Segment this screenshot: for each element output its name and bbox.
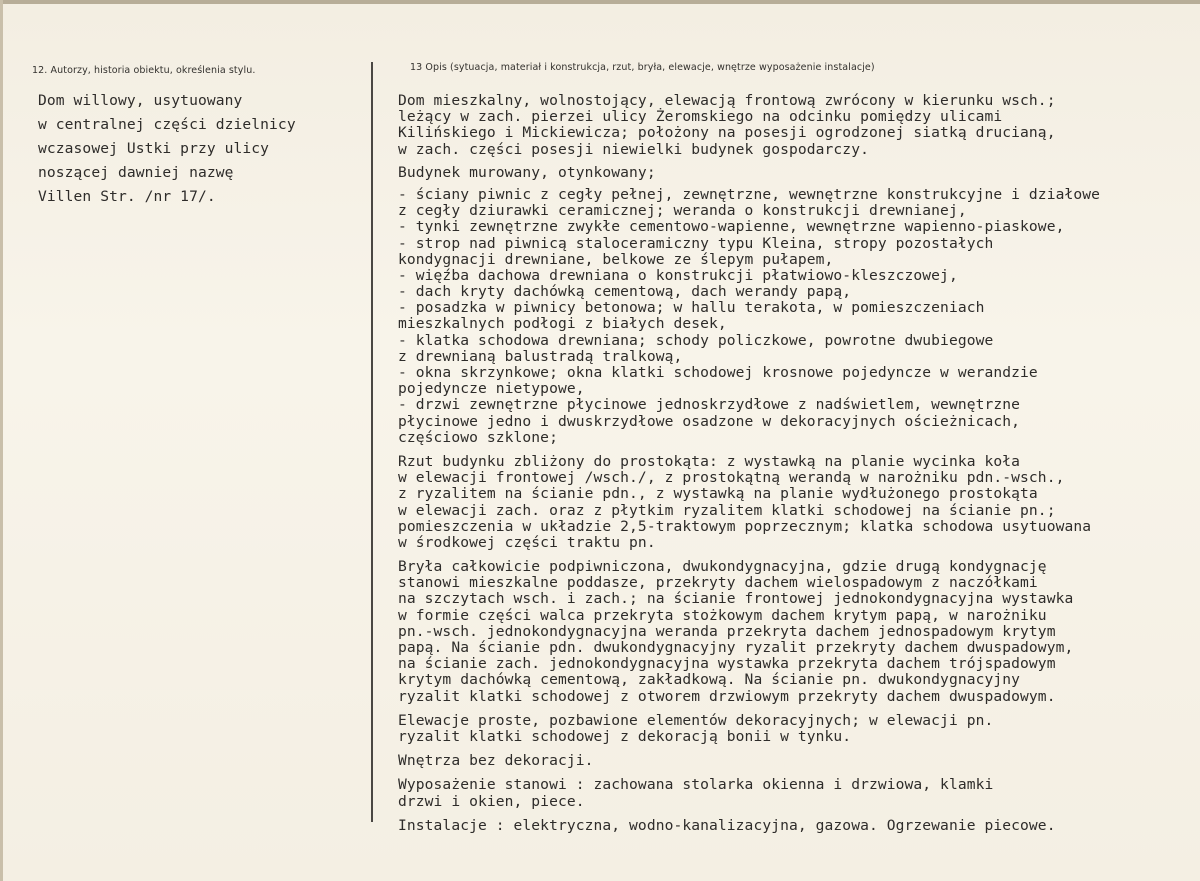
text-line: z ryzalitem na ścianie pdn., z wystawką na planie wydłużonego prostokąta: [398, 485, 1038, 503]
text-line: Kilińskiego i Mickiewicza; położony na posesji ogrodzonej siatką drucianą,: [398, 124, 1056, 142]
paragraph-installations: [398, 818, 1158, 834]
text-line: Budynek murowany, otynkowany;: [398, 163, 656, 181]
text-line: w zach. części posesji niewielki budynek gospodarczy.: [398, 140, 869, 158]
section-13-heading: 13 Opis (sytuacja, materiał i konstrukcja, rzut, bryła, elewacje, wnętrze wyposażenie instalacje): [410, 62, 875, 73]
list-item-line: z cegły dziurawki ceramicznej; weranda o konstrukcji drewnianej,: [398, 202, 967, 220]
list-item-line: - klatka schodowa drewniana; schody policzkowe, powrotne dwubiegowe: [398, 331, 994, 349]
text-line: leżący w zach. pierzei ulicy Żeromskiego na odcinku pomiędzy ulicami: [398, 108, 1003, 126]
list-item-line: częściowo szklone;: [398, 428, 558, 446]
list-item-line: - okna skrzynkowe; okna klatki schodowej krosnowe pojedyncze w werandzie: [398, 364, 1038, 381]
page-left-edge: [0, 0, 3, 881]
text-line: ryzalit klatki schodowej z otworem drzwiowym przekryty dachem dwuspadowym.: [398, 687, 1056, 705]
paragraph-plan: [398, 454, 1158, 551]
description-column: [398, 93, 1158, 834]
list-item-line: mieszkalnych podłogi z białych desek,: [398, 315, 727, 333]
paragraph-furnishings: [398, 777, 1158, 809]
text-line: w środkowej części traktu pn.: [398, 533, 656, 551]
list-item-line: kondygnacji drewniane, belkowe ze ślepym pułapem,: [398, 250, 834, 268]
list-item-line: - drzwi zewnętrzne płycinowe jednoskrzydłowe z nadświetlem, wewnętrzne: [398, 396, 1021, 414]
paragraph-massing: [398, 559, 1158, 705]
text-line: w elewacji zach. oraz z płytkim ryzalitem klatki schodowej na ścianie pn.;: [398, 501, 1056, 519]
list-item-line: - ściany piwnic z cegły pełnej, zewnętrzne, wewnętrzne konstrukcyjne i działowe: [398, 185, 1101, 203]
left-text-line: wczasowej Ustki przy ulicy: [38, 140, 270, 157]
text-line: Wnętrza bez dekoracji.: [398, 752, 594, 770]
list-item-line: - więźba dachowa drewniana o konstrukcji płatwiowo-kleszczowej,: [398, 266, 958, 284]
list-item-line: z drewnianą balustradą tralkową,: [398, 347, 683, 365]
text-line: papą. Na ścianie pdn. dwukondygnacyjny ryzalit przekryty dachem dwuspadowym,: [398, 639, 1074, 656]
left-text-line: Villen Str. /nr 17/.: [38, 188, 216, 205]
text-line: pn.-wsch. jednokondygnacyjna weranda przekryta dachem jednospadowym krytym: [398, 622, 1056, 640]
text-line: krytym dachówką cementową, zakładkową. Na ścianie pn. dwukondygnacyjny: [398, 671, 1021, 689]
paragraph-interiors: [398, 753, 1158, 769]
text-line: pomieszczenia w układzie 2,5-traktowym poprzecznym; klatka schodowa usytuowana: [398, 517, 1092, 535]
text-line: Dom mieszkalny, wolnostojący, elewacją frontową zwrócony w kierunku wsch.;: [398, 92, 1056, 109]
column-divider: [371, 62, 373, 822]
text-line: ryzalit klatki schodowej z dekoracją bonii w tynku.: [398, 727, 852, 745]
section-12-heading: 12. Autorzy, historia obiektu, określenia stylu.: [32, 65, 256, 76]
paragraph-building: [398, 165, 1158, 181]
paragraph-materials-list: [398, 187, 1158, 446]
list-item-line: - posadzka w piwnicy betonowa; w hallu terakota, w pomieszczeniach: [398, 299, 985, 317]
text-line: na ścianie zach. jednokondygnacyjna wystawka przekryta dachem trójspadowym: [398, 655, 1056, 673]
list-item-line: - strop nad piwnicą staloceramiczny typu Kleina, stropy pozostałych: [398, 234, 994, 252]
text-line: na szczytach wsch. i zach.; na ścianie frontowej jednokondygnacyjna wystawka: [398, 590, 1074, 608]
page-top-edge: [0, 0, 1200, 4]
text-line: stanowi mieszkalne poddasze, przekryty dachem wielospadowym z naczółkami: [398, 574, 1038, 592]
text-line: w elewacji frontowej /wsch./, z prostokątną werandą w narożniku pdn.-wsch.,: [398, 469, 1065, 487]
left-text-line: Dom willowy, usytuowany: [38, 92, 243, 109]
text-line: Bryła całkowicie podpiwniczona, dwukondygnacyjna, gdzie drugą kondygnację: [398, 558, 1047, 576]
list-item-line: - tynki zewnętrzne zwykłe cementowo-wapienne, wewnętrzne wapienno-piaskowe,: [398, 218, 1065, 236]
left-text-line: noszącej dawniej nazwę: [38, 164, 234, 181]
text-line: Wyposażenie stanowi : zachowana stolarka okienna i drzwiowa, klamki: [398, 776, 994, 794]
text-line: drzwi i okien, piece.: [398, 792, 585, 810]
text-line: Rzut budynku zbliżony do prostokąta: z wystawką na planie wycinka koła: [398, 452, 1021, 470]
list-item-line: - dach kryty dachówką cementową, dach werandy papą,: [398, 283, 852, 301]
list-item-line: pojedyncze nietypowe,: [398, 380, 585, 398]
paragraph-elevations: [398, 713, 1158, 745]
text-line: Elewacje proste, pozbawione elementów dekoracyjnych; w elewacji pn.: [398, 711, 994, 729]
authors-history-column: [38, 89, 358, 209]
text-line: Instalacje : elektryczna, wodno-kanalizacyjna, gazowa. Ogrzewanie piecowe.: [398, 816, 1056, 834]
left-text-line: w centralnej części dzielnicy: [38, 116, 296, 133]
list-item-line: płycinowe jedno i dwuskrzydłowe osadzone w dekoracyjnych ościeżnicach,: [398, 412, 1021, 430]
paragraph-location: [398, 93, 1158, 158]
text-line: w formie części walca przekryta stożkowym dachem krytym papą, w narożniku: [398, 606, 1047, 624]
